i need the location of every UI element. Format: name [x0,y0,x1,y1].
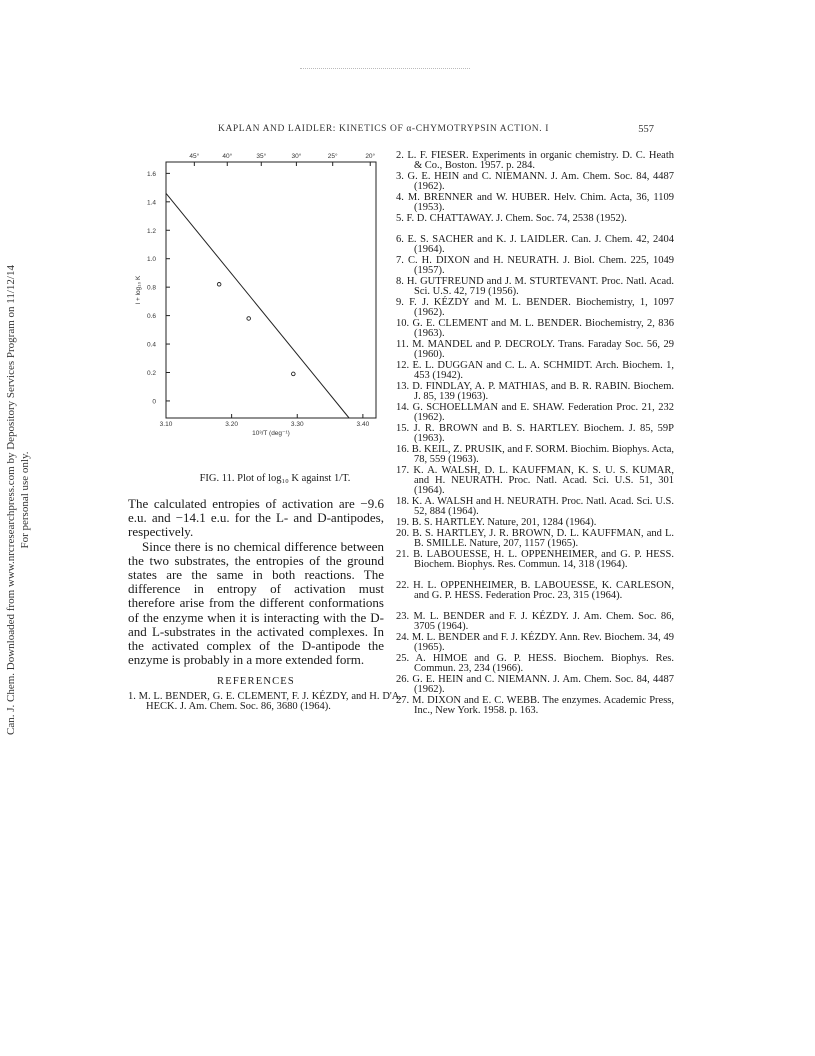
top-tick-label: 45° [189,153,200,160]
figure-11 [128,148,398,488]
top-tick-label: 25° [327,153,338,160]
x-tick-label: 3.40 [356,421,370,428]
data-point [292,372,296,376]
reference-item: 20. B. S. HARTLEY, J. R. BROWN, D. L. KAUFFMAN, and L. B. SMILLE. Nature, 207, 1157 (1965). [396,528,674,550]
watermark-line-1: Can. J. Chem. Downloaded from www.nrcresearchpress.com by Depository Services Program on 11/12/14 [5,265,17,735]
running-head [218,124,654,134]
reference-item: 15. J. R. BROWN and B. S. HARTLEY. Biochem. J. 85, 59P (1963). [396,423,674,445]
top-tick-label: 35° [256,153,267,160]
data-point [247,317,251,321]
reference-item: 14. G. SCHOELLMAN and E. SHAW. Federation Proc. 21, 232 (1962). [396,402,674,424]
x-tick-label: 3.30 [290,421,304,428]
page-number: 557 [638,124,654,135]
top-tick-label: 30° [291,153,302,160]
y-tick-label: 1.0 [146,256,156,264]
reference-item: 13. D. FINDLAY, A. P. MATHIAS, and B. R. RABIN. Biochem. J. 85, 139 (1963). [396,381,674,403]
y-axis-label: l + log₁₀ K [135,275,142,305]
reference-item: 22. H. L. OPPENHEIMER, B. LABOUESSE, K. CARLESON, and G. P. HESS. Federation Proc. 23, 315 (1964). [396,580,674,602]
reference-item: 11. M. MANDEL and P. DECROLY. Trans. Faraday Soc. 56, 29 (1960). [396,339,674,361]
y-tick-label: 1.4 [146,199,156,207]
body-text [128,497,384,667]
reference-item: 4. M. BRENNER and W. HUBER. Helv. Chim. Acta, 36, 1109 (1953). [396,192,674,214]
download-watermark [4,240,38,760]
data-point [217,283,221,287]
top-tick-label: 40° [222,153,233,160]
reference-item: 2. L. F. FIESER. Experiments in organic chemistry. D. C. Heath & Co., Boston. 1957. p. 284. [396,150,674,172]
reference-item: 7. C. H. DIXON and H. NEURATH. J. Biol. Chem. 225, 1049 (1957). [396,255,674,277]
reference-item: 10. G. E. CLEMENT and M. L. BENDER. Biochemistry, 2, 836 (1963). [396,318,674,340]
reference-item: 23. M. L. BENDER and F. J. KÉZDY. J. Am. Chem. Soc. 86, 3705 (1964). [396,611,674,633]
reference-item: 3. G. E. HEIN and C. NIEMANN. J. Am. Chem. Soc. 84, 4487 (1962). [396,171,674,193]
top-tick-label: 20° [365,153,376,160]
reference-item: 17. K. A. WALSH, D. L. KAUFFMAN, K. S. U. S. KUMAR, and H. NEURATH. Proc. Natl. Acad. Sci. U.S. 51, 301 (1964). [396,465,674,497]
y-tick-label: 0.2 [146,369,156,377]
y-tick-label: 0.8 [146,284,156,292]
chart-svg [128,148,398,468]
reference-item: 27. M. DIXON and E. C. WEBB. The enzymes. Academic Press, Inc., New York. 1958. p. 163. [396,695,674,717]
reference-item: 1. M. L. BENDER, G. E. CLEMENT, F. J. KÉZDY, and H. D'A. HECK. J. Am. Chem. Soc. 86, 3680 (1964). [128,691,402,713]
reference-item: 8. H. GUTFREUND and J. M. STURTEVANT. Proc. Natl. Acad. Sci. U.S. 42, 719 (1956). [396,276,674,298]
reference-item: 19. B. S. HARTLEY. Nature, 201, 1284 (1964). [396,517,597,528]
reference-item: 5. F. D. CHATTAWAY. J. Chem. Soc. 74, 2538 (1952). [396,213,627,224]
x-axis-label: 10³/T (deg⁻¹) [252,430,290,437]
y-tick-label: 0.4 [146,341,156,349]
x-tick-label: 3.10 [159,421,173,428]
reference-item: 18. K. A. WALSH and H. NEURATH. Proc. Natl. Acad. Sci. U.S. 52, 884 (1964). [396,496,674,518]
figure-caption: FIG. 11. Plot of log₁₀ K against 1/T. [199,473,351,484]
reference-item: 24. M. L. BENDER and F. J. KÉZDY. Ann. Rev. Biochem. 34, 49 (1965). [396,632,674,654]
scan-artifact [300,68,470,69]
running-head-title: KAPLAN AND LAIDLER: KINETICS OF α-CHYMOTRYPSIN ACTION. I [218,124,549,134]
reference-item: 26. G. E. HEIN and C. NIEMANN. J. Am. Chem. Soc. 84, 4487 (1962). [396,674,674,696]
reference-item: 16. B. KEIL, Z. PRUSIK, and F. SORM. Biochim. Biophys. Acta, 78, 559 (1963). [396,444,675,466]
fit-line [166,193,349,418]
reference-item: 9. F. J. KÉZDY and M. L. BENDER. Biochemistry, 1, 1097 (1962). [396,297,674,319]
references-heading: REFERENCES [217,676,295,687]
y-tick-label: 0 [152,398,156,406]
reference-item: 21. B. LABOUESSE, H. L. OPPENHEIMER, and G. P. HESS. Biochem. Biophys. Res. Commun. 14, 318 (1964). [396,549,674,571]
y-tick-label: 0.6 [146,313,156,321]
y-tick-label: 1.2 [146,227,156,235]
y-tick-label: 1.6 [146,170,156,178]
reference-item: 12. E. L. DUGGAN and C. L. A. SCHMIDT. Arch. Biochem. 1, 453 (1942). [396,360,674,382]
body-paragraph-2: Since there is no chemical difference between the two substrates, the entropies of the ground states are the same in both reactions. The difference in entropy of activation must therefore arise from the different conformations of the enzyme when it is interacting with the D- and L-substrates in the activated complexes. In the activated complex of the D-antipode the enzyme is probably in a more extended form. [128,538,384,668]
plot-frame [166,162,376,418]
x-tick-label: 3.20 [225,421,238,428]
body-paragraph-1: The calculated entropies of activation are −9.6 e.u. and −14.1 e.u. for the L- and D-antipodes, respectively. [128,496,384,540]
reference-item: 25. A. HIMOE and G. P. HESS. Biochem. Biophys. Res. Commun. 23, 234 (1966). [396,653,674,675]
watermark-line-2: For personal use only. [19,451,31,549]
reference-item: 6. E. S. SACHER and K. J. LAIDLER. Can. J. Chem. 42, 2404 (1964). [396,234,674,256]
